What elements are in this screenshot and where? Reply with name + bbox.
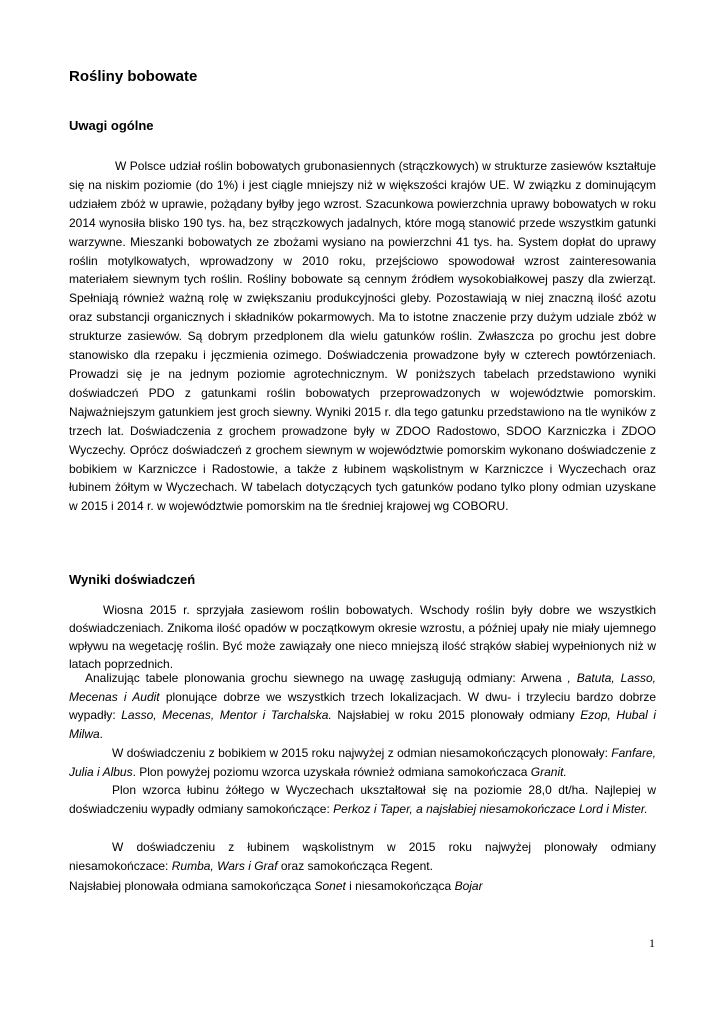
paragraph-uwagi: W Polsce udział roślin bobowatych grubonasiennych (strączkowych) w strukturze zasiewów kształtuje się na niskim poziomie (do 1%) i jest ciągle mniejszy niż w większości krajów UE. W związku z dominującym udziałem zbóż w uprawie, pożądany byłby jego wzrost. Szacunkowa powierzchnia uprawy bobowatych w roku 2014 wynosiła blisko 190 tys. ha, bez strączkowych jadalnych, które mogą stanowić przede wszystkim gatunki warzywne. Mieszanki bobowatych ze zbożami wysiano na powierzchni 41 tys. ha. System dopłat do uprawy roślin motylkowatych, wprowadzony w 2010 roku, przejściowo spowodował wzrost zainteresowania materiałem siewnym tych roślin. Rośliny bobowate są cennym źródłem wysokobiałkowej paszy dla zwierząt. Spełniają również ważną rolę w zwiększaniu produkcyjności gleby. Pozostawiają w niej znaczną ilość azotu oraz substancji organicznych i składników pokarmowych. Ma to istotne znaczenie przy dużym udziale zbóż w strukturze zasiewów. Są dobrym przedplonem dla wielu gatunków roślin. Zwłaszcza po grochu jest dobre stanowisko dla rzepaku i jęczmienia ozimego. Doświadczenia prowadzone były w czterech powtórzeniach. Prowadzi się je na jednym poziomie agrotechnicznym. W poniższych tabelach przedstawiono wyniki doświadczeń PDO z gatunkami roślin bobowatych przeprowadzonych w województwie pomorskim. Najważniejszym gatunkiem jest groch siewny. Wyniki 2015 r. dla tego gatunku przedstawiono na tle wyników z trzech lat. Doświadczenia z grochem prowadzone były w ZDOO Radostowo, SDOO Karzniczka i ZDOO Wyczechy. Oprócz doświadczeń z grochem siewnym w województwie pomorskim wykonano doświadczenie z bobikiem w Karzniczce i Radostowie, a także z łubinem wąskolistnym w Karzniczce i Wyczechach oraz łubinem żółtym w Wyczechach. W tabelach dotyczących tych gatunków podano tylko plony odmian uzyskane w 2015 i 2014 r. w województwie pomorskim na tle średniej krajowej wg COBORU. bbox=[69, 159, 656, 514]
italic-run: Ezop, Hubal i Milwa bbox=[69, 708, 657, 741]
paragraph-groch bbox=[69, 669, 656, 743]
paragraph-lubin-zolty bbox=[69, 781, 656, 818]
text-run: . bbox=[99, 726, 104, 741]
text-run: Najsłabiej plonowała odmiana samokończąca bbox=[69, 879, 315, 893]
paragraph-najslabiej bbox=[69, 877, 656, 896]
text-run: . Plon powyżej poziomu wzorca uzyskała również odmiana samokończaca bbox=[132, 764, 531, 779]
paragraph-wiosna bbox=[69, 601, 656, 673]
italic-run: Fanfare, Julia i Albus bbox=[69, 746, 656, 779]
italic-run: Granit. bbox=[530, 764, 567, 779]
text-run: Analizując tabele plonowania grochu siewnego na uwagę zasługują odmiany: Arwena bbox=[85, 671, 568, 685]
italic-run: Perkoz i Taper, a najsłabiej niesamokończace Lord i Mister. bbox=[333, 801, 648, 816]
italic-run: Sonet bbox=[314, 879, 346, 893]
document-title: Rośliny bobowate bbox=[69, 68, 198, 85]
text-run: W doświadczeniu z bobikiem w 2015 roku najwyżej z odmian niesamokończących plonowały: bbox=[112, 746, 612, 760]
paragraph-bobik bbox=[69, 744, 656, 781]
page-number: 1 bbox=[649, 936, 655, 950]
section-heading-uwagi: Uwagi ogólne bbox=[69, 118, 154, 133]
italic-run: , Batuta, Lasso, Mecenas i Audit bbox=[69, 671, 657, 704]
text-run: plonujące dobrze we wszystkich trzech lokalizacjach. W dwu- i trzyleciu bardzo dobrze wypadły: bbox=[69, 689, 656, 723]
text-run: i niesamokończąca bbox=[345, 879, 455, 893]
text-run: Plon wzorca łubinu żółtego w Wyczechach ukształtował się na poziomie 28,0 dt/ha. Najlepiej w doświadczeniu wypadły odmiany samokończące: bbox=[69, 783, 656, 816]
italic-run: Bojar bbox=[454, 879, 483, 893]
text-run: W doświadczeniu z łubinem wąskolistnym w 2015 roku najwyżej plonowały odmiany niesamokończace: bbox=[69, 840, 656, 873]
italic-run: Rumba, Wars i Graf bbox=[171, 858, 278, 873]
text-run: oraz samokończąca Regent. bbox=[277, 858, 433, 873]
paragraph-lubin-waskolistny bbox=[69, 838, 656, 875]
text-run: Najsłabiej w roku 2015 plonowały odmiany bbox=[331, 708, 581, 723]
section-heading-wyniki: Wyniki doświadczeń bbox=[69, 572, 196, 587]
paragraph-wiosna-text: Wiosna 2015 r. sprzyjała zasiewom roślin bobowatych. Wschody roślin były dobre we wszystkich doświadczeniach. Znikoma ilość opadów w początkowym okresie wzrostu, a później upały nie miały ujemnego wpływu na wegetację roślin. Być może zawiązały one nieco mniejszą ilość strąków słabiej wypełnionych niż w latach poprzednich. bbox=[69, 603, 656, 671]
italic-run: Lasso, Mecenas, Mentor i Tarchalska. bbox=[121, 708, 332, 723]
